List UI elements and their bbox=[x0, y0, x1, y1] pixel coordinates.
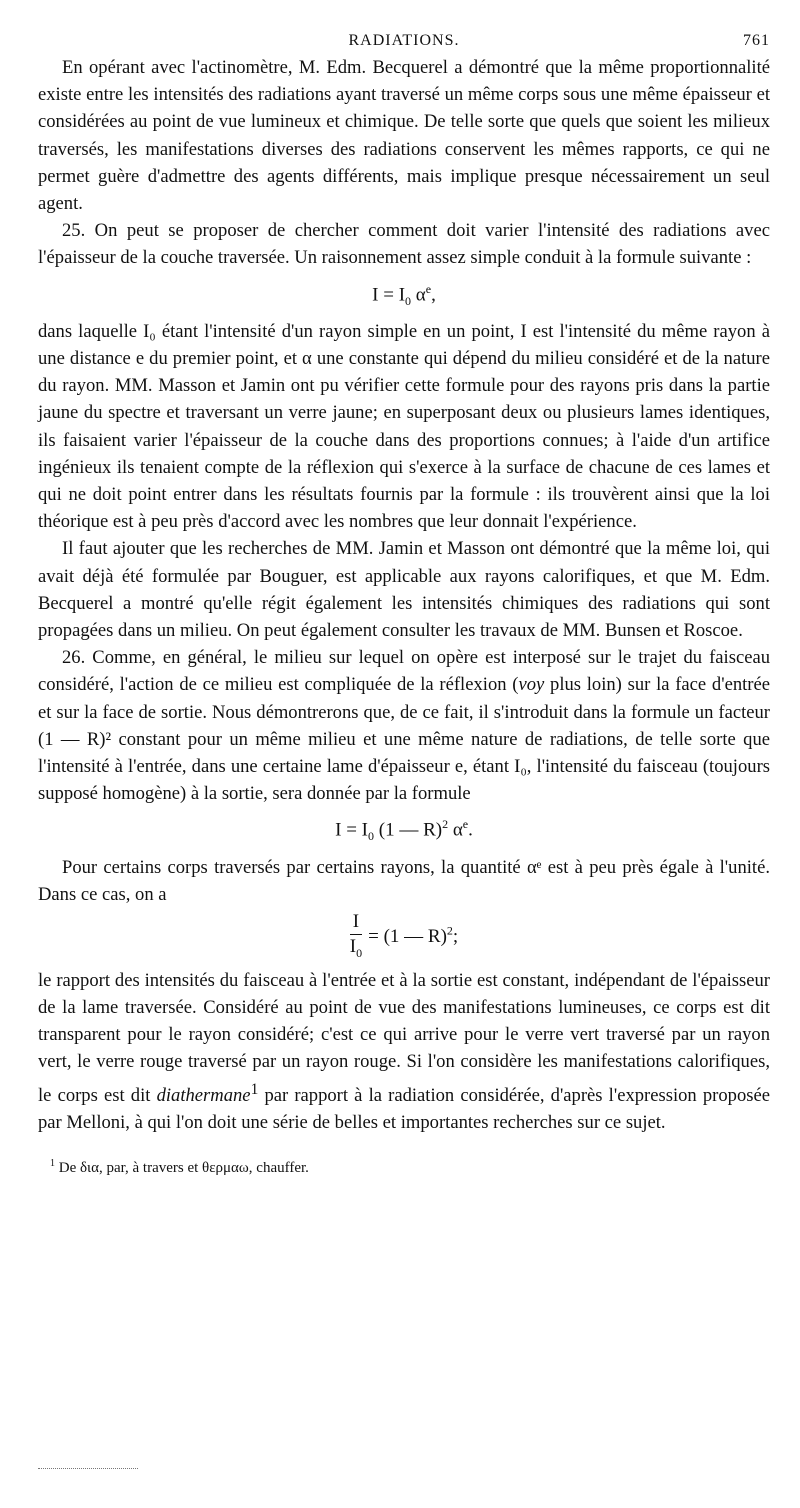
paragraph-1: En opérant avec l'actinomètre, M. Edm. Becquerel a démontré que la même proportionnalité existe entre les intensités des radiations ayant traversé un même corps sous une même épaisseur et considérées au point de vue lumineux et chimique. De telle sorte que quels que soient les milieux traversés, les manifestations diverses des radiations conservent les mêmes rapports, ce qui ne permet guère d'admettre des agents différents, mais implique presque nécessairement un seul agent. bbox=[38, 57, 770, 215]
page-number: 761 bbox=[743, 32, 770, 49]
formula-part: I = I bbox=[335, 819, 368, 841]
running-header bbox=[38, 28, 770, 54]
formula-part: α bbox=[448, 819, 463, 841]
formula-part: = (1 — R) bbox=[368, 925, 447, 947]
formula-sub: 0 bbox=[356, 945, 363, 960]
page bbox=[38, 28, 770, 1177]
text-run: par rapport à la radiation considérée, d'après l'expression proposée par Melloni, à qui l'on doit une série de belles et importantes recherches sur ce sujet. bbox=[38, 1084, 770, 1133]
formula-sup: e bbox=[425, 281, 432, 296]
footnote-mark: 1 bbox=[50, 1158, 55, 1170]
formula-part: I bbox=[349, 935, 357, 957]
formula-sup: 2 bbox=[442, 817, 449, 832]
bottom-rule bbox=[38, 1468, 138, 1469]
formula-part: (1 — R) bbox=[374, 819, 443, 841]
footnote-text: De δια, par, à travers et θερμαω, chauffer. bbox=[58, 1160, 309, 1177]
formula-part: I = I bbox=[372, 283, 406, 305]
text-run-italic: diathermane bbox=[156, 1084, 251, 1106]
paragraph-26 bbox=[38, 644, 770, 807]
paragraph-7 bbox=[38, 967, 770, 1136]
formula-sub: 0 bbox=[368, 829, 374, 844]
text-run-italic: voy bbox=[518, 674, 545, 696]
formula-sup: 2 bbox=[446, 923, 453, 938]
fraction-denominator bbox=[350, 935, 362, 965]
formula-reflection bbox=[38, 809, 770, 851]
text-run: plus loin) sur la face d'entrée et sur la face de sortie. Nous démontrerons que, de ce fait, il s'introduit dans la formule un facteur (1 — R)² constant pour un même milieu et une même nature de radiations, de telle sorte que l'intensité à l'entrée, dans une certaine lame d'épaisseur e, étant I₀, l'intensité du faisceau (toujours supposé homogène) à la sortie, sera donnée par la formule bbox=[38, 674, 770, 805]
footnote-ref: 1 bbox=[250, 1080, 259, 1098]
fraction bbox=[350, 910, 362, 965]
formula-part: α bbox=[411, 283, 426, 305]
formula-part: . bbox=[468, 819, 473, 841]
formula-intensity bbox=[38, 274, 770, 316]
formula-sub: 0 bbox=[405, 293, 412, 308]
paragraph-4: Il faut ajouter que les recherches de MM. Jamin et Masson ont démontré que la même loi, qui avait déjà été formulée par Bouguer, est applicable aux rayons calorifiques, et que M. Edm. Becquerel a montré qu'elle régit également les intensités chimiques des radiations qui sont propagées dans un milieu. On peut également consulter les travaux de MM. Bunsen et Roscoe. bbox=[38, 538, 770, 641]
formula-part: , bbox=[431, 283, 436, 305]
footnote bbox=[38, 1158, 770, 1177]
text-run: le rapport des intensités du faisceau à l'entrée et à la sortie est constant, indépendant de l'épaisseur de la lame traversée. Considéré au point de vue des manifestations lumineuses, ce corps est dit transparent pour le rayon considéré; c'est ce qui arrive pour le verre vert traversé par un rayon vert, le verre rouge traversé par un rayon rouge. Si l'on considère les manifestations calorifiques, le corps est dit bbox=[38, 969, 770, 1106]
fraction-numerator: I bbox=[350, 910, 362, 935]
running-title: RADIATIONS. bbox=[348, 32, 460, 49]
paragraph-25: 25. On peut se proposer de chercher comment doit varier l'intensité des radiations avec l'épaisseur de la couche traversée. Un raisonnement assez simple conduit à la formule suivante : bbox=[38, 220, 770, 269]
formula-part: ; bbox=[452, 925, 459, 947]
paragraph-6: Pour certains corps traversés par certains rayons, la quantité αᵉ est à peu près égale à l'unité. Dans ce cas, on a bbox=[38, 856, 770, 905]
formula-sup: e bbox=[462, 817, 469, 832]
formula-ratio bbox=[38, 910, 770, 965]
paragraph-3: dans laquelle I₀ étant l'intensité d'un rayon simple en un point, I est l'intensité du même rayon à une distance e du premier point, et α une constante qui dépend du milieu considéré et de la nature du rayon. MM. Masson et Jamin ont pu vérifier cette formule pour des rayons pris dans la partie jaune du spectre et traversant un verre jaune; en superposant deux ou plusieurs lames identiques, ils faisaient varier l'épaisseur de la couche dans des proportions connues; à l'aide d'un artifice ingénieux ils tenaient compte de la réflexion qui s'exerce à la surface de chacune de ces lames et qui ne doit point entrer dans les résultats fournis par la formule : ils trouvèrent ainsi que la loi théorique est à peu près d'accord avec les nombres que leur donnait l'expérience. bbox=[38, 320, 770, 533]
text-run: 26. Comme, en général, le milieu sur lequel on opère est interposé sur le trajet du faisceau considéré, l'action de ce milieu est compliquée de la réflexion ( bbox=[38, 647, 770, 696]
